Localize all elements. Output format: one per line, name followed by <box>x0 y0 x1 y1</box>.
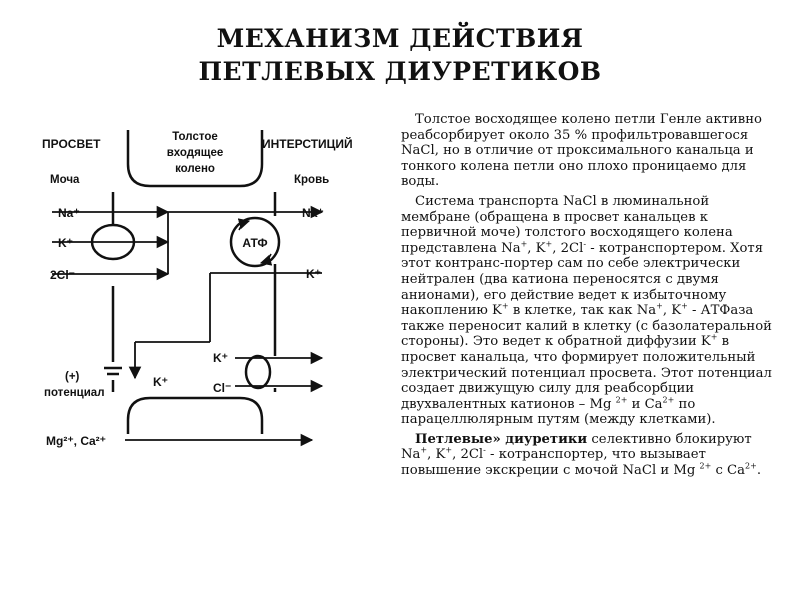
description-text <box>401 112 775 483</box>
pump-k-label: K⁺ <box>306 267 321 281</box>
lumen-label: ПРОСВЕТ <box>42 137 101 151</box>
k-channel <box>104 342 210 378</box>
nkcc-cl-label: 2Cl⁻ <box>50 268 76 282</box>
segment-label-1: Толстое <box>172 131 218 143</box>
segment-label-2: входящее <box>166 147 224 159</box>
cations-label: Mg²⁺, Ca²⁺ <box>46 434 106 448</box>
na-k-atpase-pump <box>168 212 322 342</box>
paragraph-2: Система транспорта NaCl в люминальной мембране (обращена в просвет канальцев к первичной моче) толстого восходящего колена представлена Na+, K+, 2Cl- - котранспортером. Хотя этот контранс-портер сам по себе электрически нейтрален (два катиона переносятся с двумя анионами), его действие ведет к избыточному накоплению K+ в клетке, так как Na+, K+ - АТФаза также переносит калий в клетку (с базолатеральной стороны). Это ведет к обратной диффузии K+ в просвет канальца, что формирует положительный электрический потенциал просвета. Этот потенциал создает движущую силу для реабсорбции двухвалентных катионов – Mg $^{2+}$ и $Ca^{2+}$ по парацеллюлярным путям (между клетками). <box>401 193 772 428</box>
kcl-cotransporter <box>235 356 322 388</box>
potential-label-2: потенциал <box>44 387 105 399</box>
k-channel-label: K⁺ <box>153 375 168 389</box>
loop-of-henle-diagram <box>30 122 375 467</box>
title-line-2: ПЕТЛЕВЫХ ДИУРЕТИКОВ <box>198 57 602 86</box>
page-title <box>0 22 800 88</box>
kcl-k-label: K⁺ <box>213 351 228 365</box>
nkcc-k-label: K⁺ <box>58 236 73 250</box>
interstitium-label: ИНТЕРСТИЦИЙ <box>262 137 353 151</box>
segment-label-3: колено <box>175 163 215 175</box>
paragraph-1: Толстое восходящее колено петли Генле активно реабсорбирует около 35 % профильтровавшегося NaCl, но в отличие от проксимального канальца и тонкого колена петли оно плохо проницаемо для воды. <box>401 112 762 190</box>
title-line-1: МЕХАНИЗМ ДЕЙСТВИЯ <box>216 24 584 53</box>
cell-outline <box>128 130 262 434</box>
blood-label: Кровь <box>294 174 330 186</box>
urine-label: Моча <box>50 174 80 186</box>
atpase-label: АТФ <box>242 236 268 250</box>
kcl-cl-label: Cl⁻ <box>213 381 232 395</box>
nkcc-na-label: Na⁺ <box>58 206 80 220</box>
potential-label-1: (+) <box>65 371 80 383</box>
paragraph-3: Петлевые» диуретики селективно блокируют Na+, K+, 2Cl- - котранспортер, что вызывает повышение экскреции с мочой NaCl и Mg $^{2+}$ с $Ca^{2+}$. <box>401 431 762 479</box>
pump-na-label: Na⁺ <box>302 206 324 220</box>
